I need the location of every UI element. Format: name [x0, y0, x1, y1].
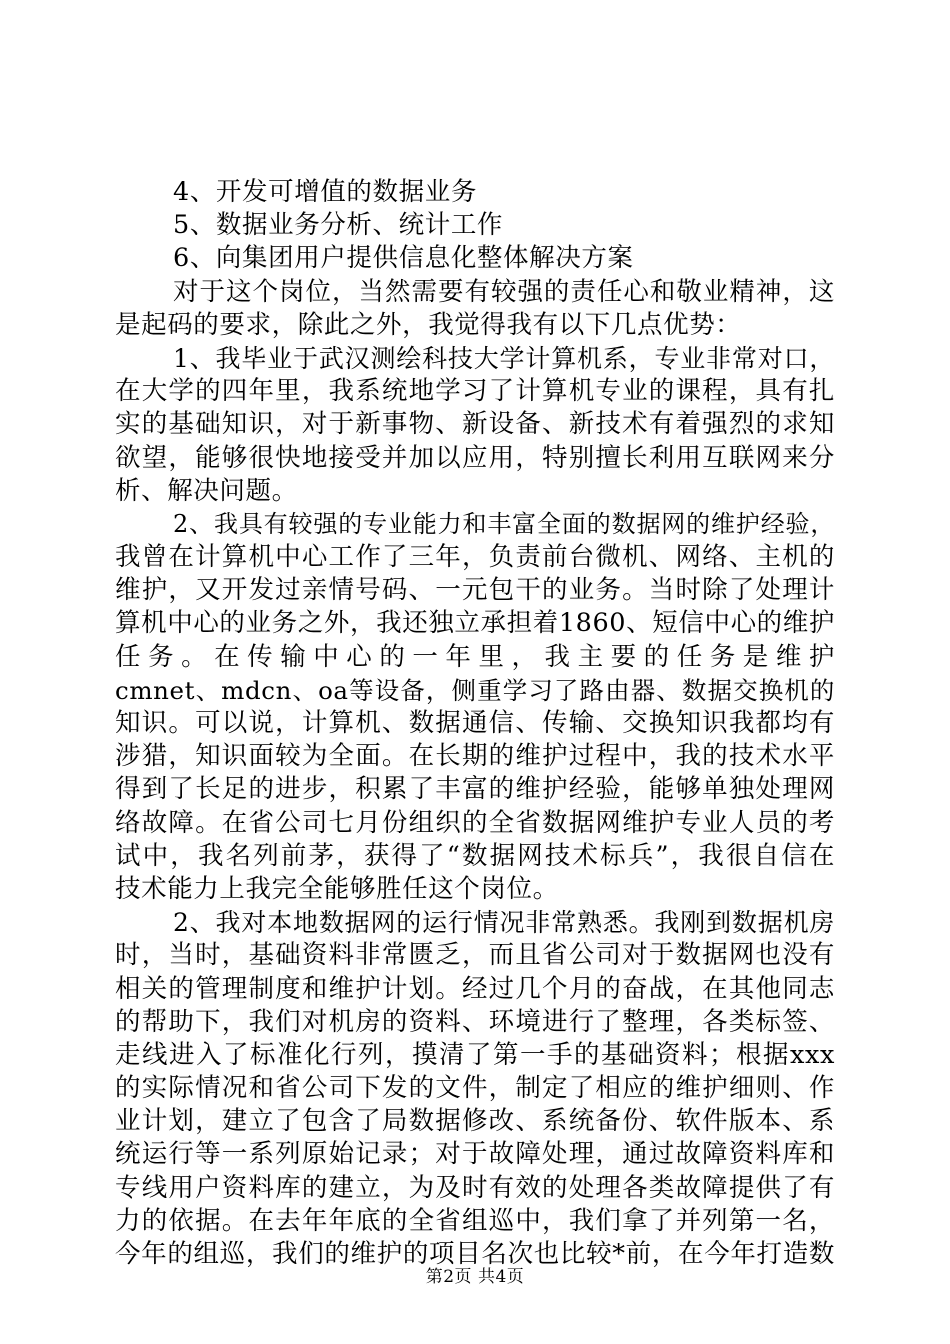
text-line: 专线用户资料库的建立，为及时有效的处理各类故障提供了有	[115, 1172, 835, 1203]
text-line: 析、解决问题。	[115, 475, 298, 506]
text-line: 4、开发可增值的数据业务	[173, 177, 477, 207]
text-line: 时，当时，基础资料非常匮乏，而且省公司对于数据网也没有	[115, 940, 835, 971]
text-line: 业计划，建立了包含了局数据修改、系统备份、软件版本、系	[115, 1106, 835, 1137]
text-line: 算机中心的业务之外，我还独立承担着1860、短信中心的维护	[115, 608, 835, 639]
text-line: 相关的管理制度和维护计划。经过几个月的奋战，在其他同志	[115, 973, 835, 1004]
text-line: 欲望，能够很快地接受并加以应用，特别擅长利用互联网来分	[115, 442, 835, 473]
text-line: 2、我具有较强的专业能力和丰富全面的数据网的维护经验，	[173, 509, 835, 538]
text-line: 2、我对本地数据网的运行情况非常熟悉。我刚到数据机房	[173, 908, 835, 938]
text-line: 知识。可以说，计算机、数据通信、传输、交换知识我都均有	[115, 708, 835, 738]
text-line: 任务。在传输中心的一年里，我主要的任务是维护	[115, 641, 835, 672]
text-line: 统运行等一系列原始记录；对于故障处理，通过故障资料库和	[115, 1139, 835, 1170]
text-line: 走线进入了标准化行列，摸清了第一手的基础资料；根据xxx	[115, 1039, 835, 1070]
text-line: 试中，我名列前茅，获得了“数据网技术标兵”，我很自信在	[115, 840, 835, 871]
text-line: 维护，又开发过亲情号码、一元包干的业务。当时除了处理计	[115, 575, 835, 606]
text-line: 6、向集团用户提供信息化整体解决方案	[173, 243, 634, 274]
document-body	[115, 176, 835, 1271]
text-line: 对于这个岗位，当然需要有较强的责任心和敬业精神，这	[173, 276, 835, 307]
text-line: 实的基础知识，对于新事物、新设备、新技术有着强烈的求知	[115, 409, 835, 440]
text-line: 络故障。在省公司七月份组织的全省数据网维护专业人员的考	[115, 807, 835, 838]
text-line: 得到了长足的进步，积累了丰富的维护经验，能够单独处理网	[115, 774, 835, 805]
page-footer: 第2页 共4页	[425, 1267, 525, 1287]
text-line: 的实际情况和省公司下发的文件，制定了相应的维护细则、作	[115, 1073, 835, 1104]
text-line: 今年的组巡，我们的维护的项目名次也比较*前，在今年打造数	[115, 1239, 835, 1269]
text-line: 涉猎，知识面较为全面。在长期的维护过程中，我的技术水平	[115, 741, 835, 772]
text-line: 的帮助下，我们对机房的资料、环境进行了整理，各类标签、	[115, 1006, 835, 1037]
text-line: 在大学的四年里，我系统地学习了计算机专业的课程，具有扎	[115, 376, 835, 407]
text-line: cmnet、mdcn、oa等设备，侧重学习了路由器、数据交换机的	[115, 675, 835, 705]
text-line: 技术能力上我完全能够胜任这个岗位。	[115, 873, 559, 904]
text-line: 我曾在计算机中心工作了三年，负责前台微机、网络、主机的	[115, 542, 835, 573]
text-line: 5、数据业务分析、统计工作	[173, 210, 504, 241]
text-line: 力的依据。在去年年底的全省组巡中，我们拿了并列第一名，	[115, 1205, 835, 1236]
text-line: 1、我毕业于武汉测绘科技大学计算机系，专业非常对口，	[173, 343, 835, 373]
text-line: 是起码的要求，除此之外，我觉得我有以下几点优势：	[115, 309, 742, 340]
